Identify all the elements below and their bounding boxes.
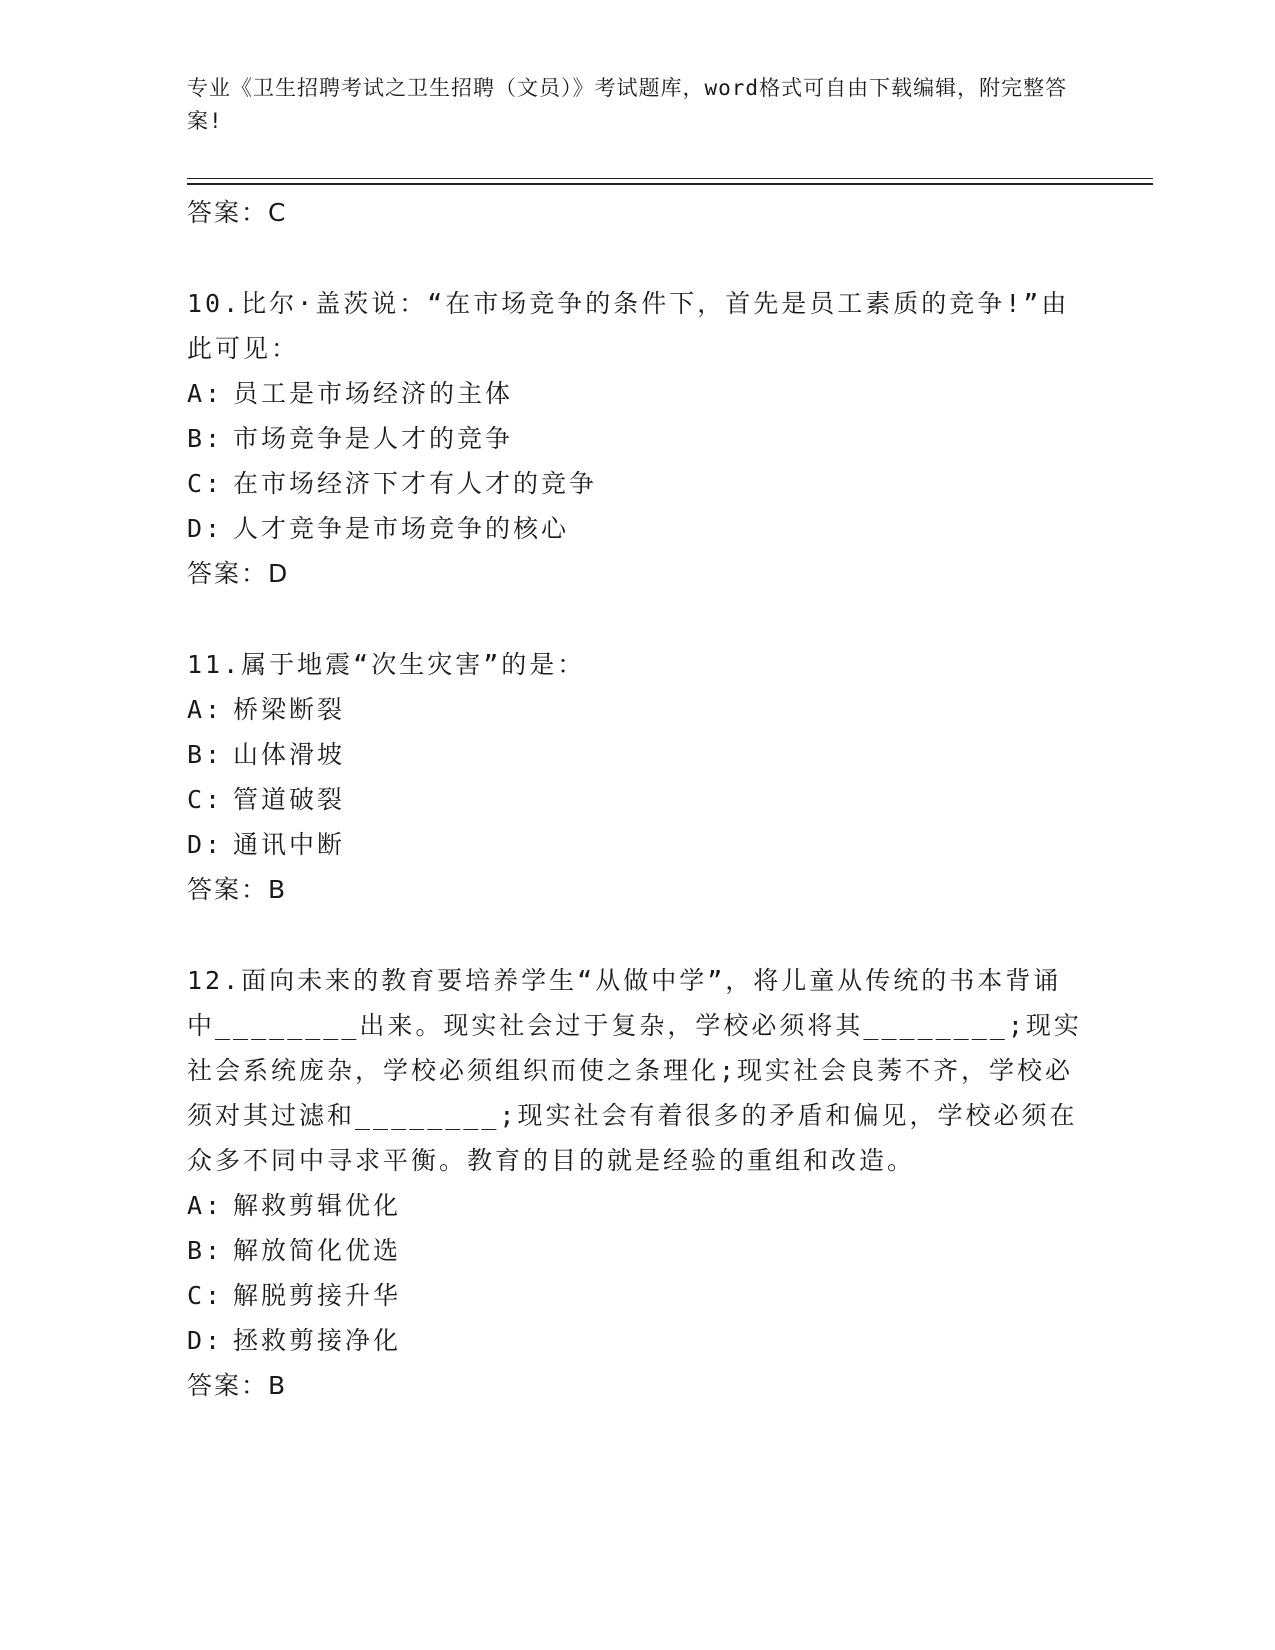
- previous-answer: 答案：C: [187, 198, 288, 227]
- option-key: A:: [187, 695, 224, 724]
- option-key: B:: [187, 424, 224, 453]
- option-c: [187, 777, 1087, 822]
- option-c: [187, 461, 1087, 506]
- option-text: 在市场经济下才有人才的竞争: [233, 469, 598, 498]
- answer-line: 答案：D: [187, 559, 290, 588]
- option-text: 员工是市场经济的主体: [233, 379, 514, 408]
- document-header: 专业《卫生招聘考试之卫生招聘（文员）》考试题库，word格式可自由下载编辑，附完整答案!: [187, 76, 1068, 133]
- option-text: 桥梁断裂: [233, 695, 346, 724]
- answer-line: 答案：B: [187, 1371, 288, 1400]
- option-a: [187, 371, 1087, 416]
- option-key: A:: [187, 1191, 224, 1220]
- option-text: 人才竞争是市场竞争的核心: [233, 514, 570, 543]
- option-key: D:: [187, 1326, 224, 1355]
- option-c: [187, 1273, 1087, 1318]
- header-divider-thin: [187, 178, 1153, 179]
- option-d: [187, 1318, 1087, 1363]
- question-11: [187, 642, 1087, 912]
- option-key: D:: [187, 830, 224, 859]
- option-text: 管道破裂: [233, 785, 346, 814]
- option-key: C:: [187, 1281, 224, 1310]
- option-b: [187, 732, 1087, 777]
- option-d: [187, 822, 1087, 867]
- option-key: C:: [187, 785, 224, 814]
- option-text: 通讯中断: [233, 830, 346, 859]
- question-text: 10.比尔·盖茨说：“在市场竞争的条件下，首先是员工素质的竞争!”由此可见：: [187, 289, 1070, 363]
- header-divider-thick: [187, 183, 1153, 185]
- answer-line: 答案：B: [187, 875, 288, 904]
- question-12: [187, 958, 1087, 1408]
- option-key: B:: [187, 1236, 224, 1265]
- option-text: 山体滑坡: [233, 740, 346, 769]
- option-text: 拯救剪接净化: [233, 1326, 402, 1355]
- option-key: C:: [187, 469, 224, 498]
- option-key: D:: [187, 514, 224, 543]
- question-text: 11.属于地震“次生灾害”的是：: [187, 650, 586, 679]
- option-text: 市场竞争是人才的竞争: [233, 424, 514, 453]
- option-d: [187, 506, 1087, 551]
- question-10: [187, 281, 1087, 596]
- option-key: B:: [187, 740, 224, 769]
- question-list: [187, 190, 1087, 1408]
- option-text: 解救剪辑优化: [233, 1191, 402, 1220]
- option-b: [187, 1228, 1087, 1273]
- option-text: 解放简化优选: [233, 1236, 402, 1265]
- option-a: [187, 1183, 1087, 1228]
- option-a: [187, 687, 1087, 732]
- option-key: A:: [187, 379, 224, 408]
- option-b: [187, 416, 1087, 461]
- question-text: 12.面向未来的教育要培养学生“从做中学”，将儿童从传统的书本背诵中________出来。现实社会过于复杂，学校必须将其________;现实社会系统庞杂，学校必须组织而使之条理化;现实社会良莠不齐，学校必须对其过滤和________;现实社会有着很多的矛盾和偏见，学校必须在众多不同中寻求平衡。教育的目的就是经验的重组和改造。: [187, 966, 1082, 1175]
- option-text: 解脱剪接升华: [233, 1281, 402, 1310]
